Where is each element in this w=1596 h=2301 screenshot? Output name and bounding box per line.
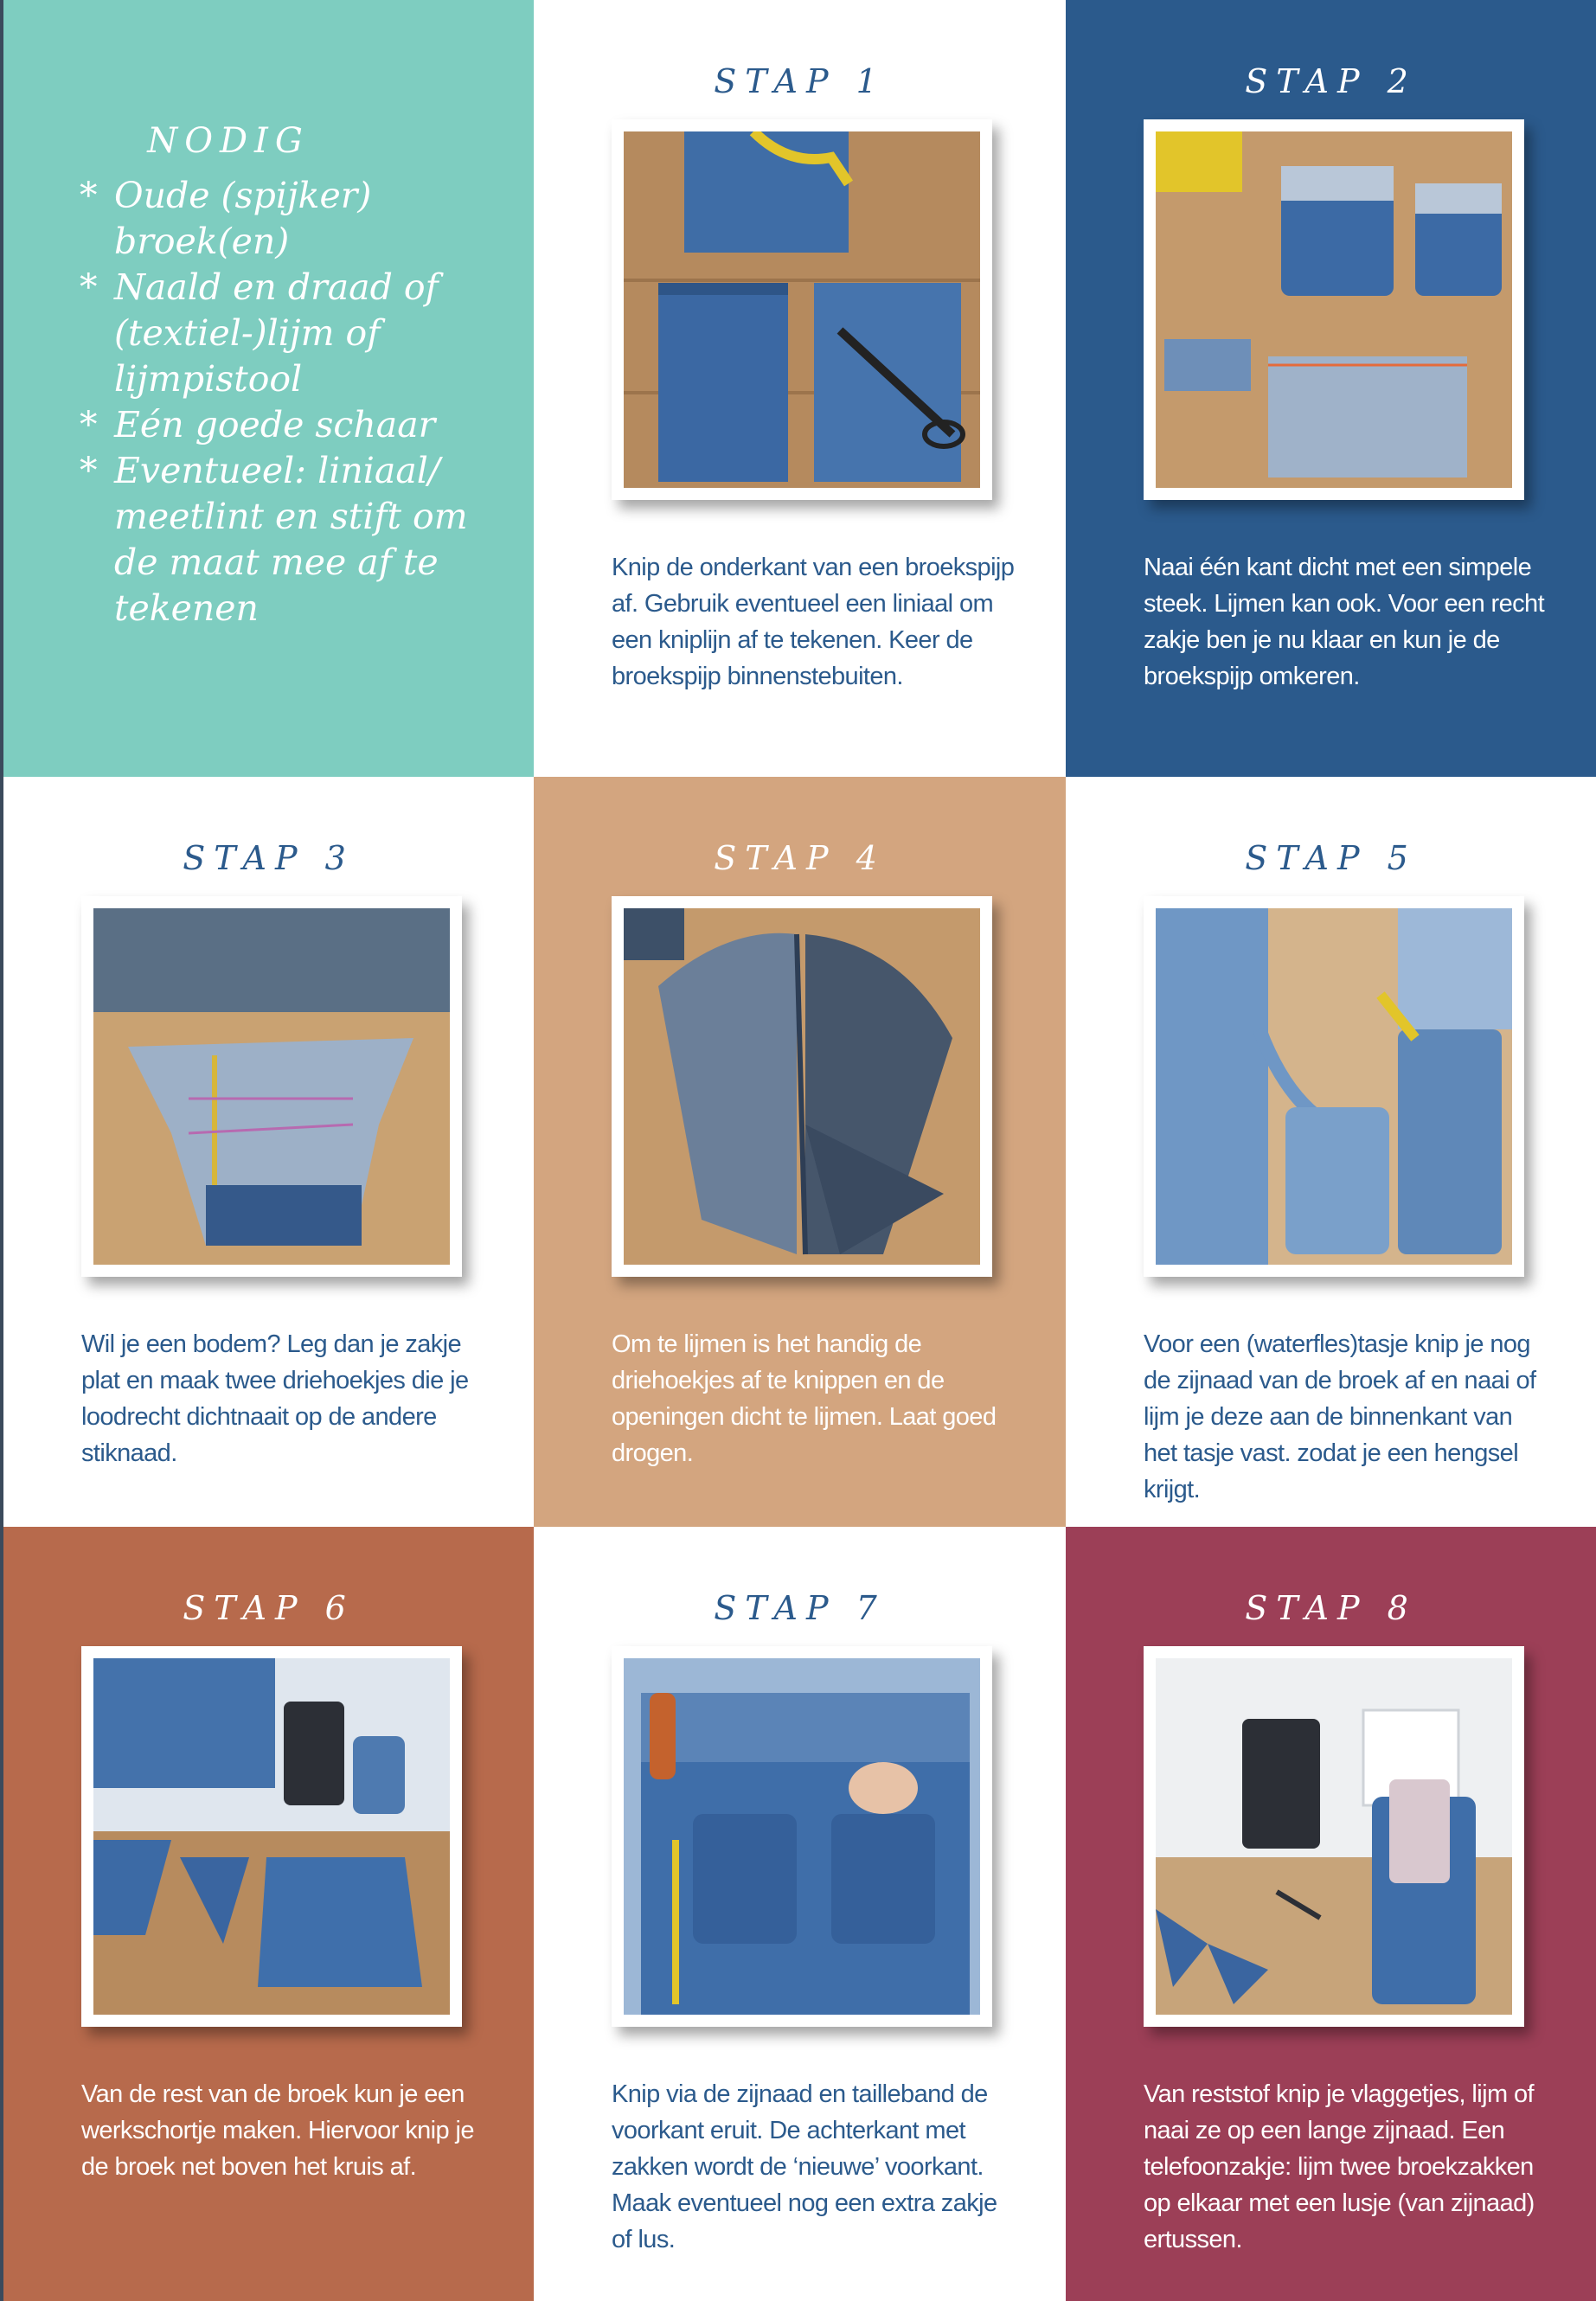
step-4-panel	[534, 777, 1066, 1527]
step-2-panel	[1066, 0, 1596, 777]
step-3-photo	[81, 896, 462, 1277]
jeans-cut-parts-photo	[93, 1658, 450, 2015]
step-3-panel	[3, 777, 534, 1527]
supply-item: * Naald en draad of (textiel-)lijm of lijmpistool	[80, 266, 439, 400]
glued-triangles-photo	[624, 908, 980, 1265]
step-5-panel	[1066, 777, 1596, 1527]
step-6-text: Van de rest van de broek kun je een werkschortje maken. Hiervoor knip je de broek net boven het kruis af.	[81, 2080, 474, 2181]
step-3-text: Wil je een bodem? Leg dan je zakje plat en maak twee driehoekjes die je loodrecht dichtnaait op de andere stiknaad.	[81, 1330, 469, 1467]
step-2-text: Naai één kant dicht met een simpele steek. Lijmen kan ook. Voor een recht zakje ben je nu klaar en kun je de broekspijp omkeren.	[1144, 554, 1545, 690]
cut-jeans-leg-photo	[624, 131, 980, 488]
step-1-text: Knip de onderkant van een broekspijp af. Gebruik eventueel een liniaal om een kniplijn af te tekenen. Keer de broekspijp binnenstebuiten.	[612, 554, 1015, 690]
step-2-photo	[1144, 119, 1524, 500]
asterisk-icon: *	[80, 175, 98, 216]
step-8-text: Van reststof knip je vlaggetjes, lijm of naai ze op een lange zijnaad. Een telefoonzakje: lijm twee broekzakken op elkaar met een lusje (van zijnaad) ertussen.	[1144, 2080, 1535, 2253]
step-1-title: STAP 1	[714, 62, 886, 100]
step-6-title: STAP 6	[183, 1589, 355, 1627]
step-8-panel	[1066, 1527, 1596, 2301]
sewn-pouch-photo	[1156, 131, 1512, 488]
step-8-photo	[1144, 1646, 1524, 2027]
step-8-title: STAP 8	[1245, 1589, 1417, 1627]
nodig-panel	[3, 0, 534, 777]
supplies-list	[80, 173, 512, 631]
step-6-photo	[81, 1646, 462, 2027]
step-4-photo	[612, 896, 992, 1277]
flags-phone-pouch-photo	[1156, 1658, 1512, 2015]
step-4-title: STAP 4	[714, 839, 886, 877]
asterisk-icon: *	[80, 404, 98, 445]
step-7-photo	[612, 1646, 992, 2027]
step-5-text: Voor een (waterfles)tasje knip je nog de zijnaad van de broek af en naai of lijm je deze aan de binnenkant van het tasje vast. zodat je een hengsel krijgt.	[1144, 1330, 1536, 1503]
step-7-panel	[534, 1527, 1066, 2301]
step-6-panel	[3, 1527, 534, 2301]
step-1-photo	[612, 119, 992, 500]
work-apron-photo	[624, 1658, 980, 2015]
nodig-title: NODIG	[147, 121, 310, 161]
step-2-title: STAP 2	[1245, 62, 1417, 100]
step-3-title: STAP 3	[183, 839, 355, 877]
step-1-panel	[534, 0, 1066, 777]
pouch-bottom-photo	[93, 908, 450, 1265]
instruction-grid	[3, 0, 1596, 2301]
step-5-title: STAP 5	[1245, 839, 1417, 877]
bottle-bag-photo	[1156, 908, 1512, 1265]
step-4-text: Om te lijmen is het handig de driehoekjes af te knippen en de openingen dicht te lijmen. Laat goed drogen.	[612, 1330, 997, 1467]
supply-item: * Oude (spijker) broek(en)	[80, 175, 372, 262]
step-5-photo	[1144, 896, 1524, 1277]
supply-item: * Eventueel: liniaal/ meetlint en stift om de maat mee af te tekenen	[80, 450, 468, 629]
asterisk-icon: *	[80, 450, 98, 491]
supply-item: * Eén goede schaar	[80, 402, 512, 448]
asterisk-icon: *	[80, 266, 98, 308]
step-7-title: STAP 7	[714, 1589, 886, 1627]
step-7-text: Knip via de zijnaad en tailleband de voorkant eruit. De achterkant met zakken wordt de ‘nieuwe’ voorkant. Maak eventueel nog een extra zakje of lus.	[612, 2080, 997, 2253]
